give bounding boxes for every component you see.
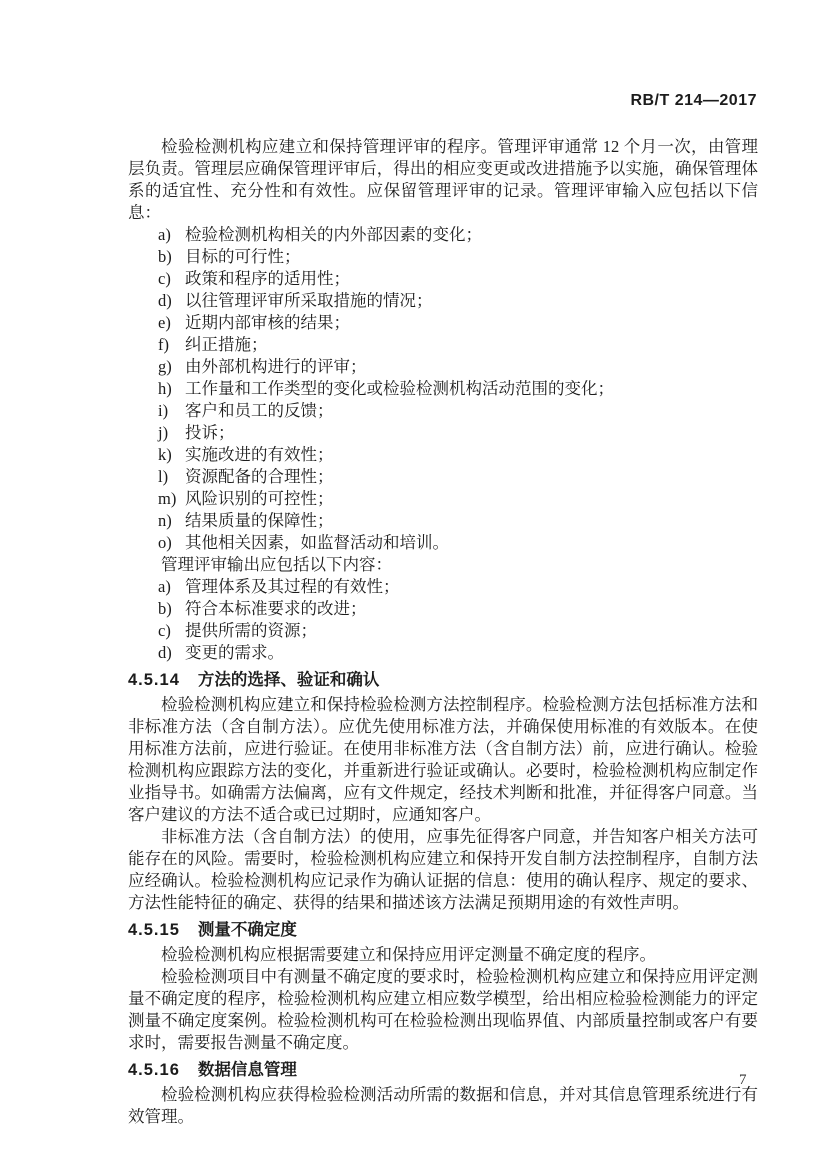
list-item xyxy=(128,290,758,312)
list-marker: o) xyxy=(158,533,172,552)
list-item-text: 近期内部审核的结果； xyxy=(185,313,350,332)
section-4-5-14 xyxy=(128,669,758,914)
list-item xyxy=(128,224,758,246)
list-item-text: 风险识别的可控性； xyxy=(185,489,334,508)
list-item-text: 符合本标准要求的改进； xyxy=(185,599,367,618)
list-item-text: 由外部机构进行的评审； xyxy=(185,357,367,376)
list-item-text: 其他相关因素，如监督活动和培训。 xyxy=(185,533,449,552)
list-marker: j) xyxy=(158,423,169,442)
list-item xyxy=(128,576,758,598)
list-marker: n) xyxy=(158,511,172,530)
list-item-text: 投诉； xyxy=(185,423,235,442)
section-number: 4.5.14 xyxy=(128,671,180,689)
list-item xyxy=(128,488,758,510)
management-review-input-list xyxy=(128,224,758,554)
list-item-text: 资源配备的合理性； xyxy=(185,467,334,486)
list-item-text: 提供所需的资源； xyxy=(185,621,317,640)
list-item xyxy=(128,312,758,334)
list-item xyxy=(128,642,758,664)
list-marker: a) xyxy=(158,577,171,596)
list-item xyxy=(128,334,758,356)
section-heading xyxy=(128,1059,758,1081)
page-number: 7 xyxy=(739,1072,747,1088)
list-item-text: 客户和员工的反馈； xyxy=(185,401,334,420)
section-paragraph: 检验检测项目中有测量不确定度的要求时，检验检测机构应建立和保持应用评定测量不确定度的程序，检验检测机构应建立相应数学模型，给出相应检验检测能力的评定测量不确定度案例。检验检测机构可在检验检测出现临界值、内部质量控制或客户有要求时，需要报告测量不确定度。 xyxy=(128,967,758,1052)
list-marker: b) xyxy=(158,247,172,266)
section-heading xyxy=(128,919,758,941)
section-title: 数据信息管理 xyxy=(197,1061,297,1079)
section-number: 4.5.15 xyxy=(128,921,180,939)
list-item xyxy=(128,268,758,290)
list-item-text: 纠正措施； xyxy=(185,335,268,354)
list-marker: a) xyxy=(158,225,171,244)
list-item xyxy=(128,466,758,488)
list-item xyxy=(128,246,758,268)
list-marker: g) xyxy=(158,357,172,376)
list-item xyxy=(128,620,758,642)
list-marker: d) xyxy=(158,643,172,662)
list-marker: b) xyxy=(158,599,172,618)
management-review-output-list xyxy=(128,576,758,664)
section-number: 4.5.16 xyxy=(128,1061,180,1079)
list-item-text: 实施改进的有效性； xyxy=(185,445,334,464)
list-marker: k) xyxy=(158,445,172,464)
list-item xyxy=(128,532,758,554)
section-title: 方法的选择、验证和确认 xyxy=(197,671,380,689)
header-doc-code: RB/T 214—2017 xyxy=(630,92,757,109)
management-review-output-intro: 管理评审输出应包括以下内容： xyxy=(161,555,392,574)
list-item xyxy=(128,422,758,444)
page-content xyxy=(128,136,758,1128)
section-title: 测量不确定度 xyxy=(197,921,297,939)
section-4-5-16 xyxy=(128,1059,758,1128)
list-marker: h) xyxy=(158,379,172,398)
list-marker: m) xyxy=(158,489,177,508)
list-item-text: 以往管理评审所采取措施的情况； xyxy=(185,291,433,310)
list-item-text: 目标的可行性； xyxy=(185,247,301,266)
list-marker: d) xyxy=(158,291,172,310)
management-review-intro-paragraph: 检验检测机构应建立和保持管理评审的程序。管理评审通常 12 个月一次，由管理层负责。管理层应确保管理评审后，得出的相应变更或改进措施予以实施，确保管理体系的适宜性、充分性和有效性。应保留管理评审的记录。管理评审输入应包括以下信息： xyxy=(128,137,758,222)
list-marker: c) xyxy=(158,269,171,288)
section-heading xyxy=(128,669,758,691)
list-marker: i) xyxy=(158,401,169,420)
list-item xyxy=(128,598,758,620)
section-paragraph: 检验检测机构应建立和保持检验检测方法控制程序。检验检测方法包括标准方法和非标准方法（含自制方法）。应优先使用标准方法，并确保使用标准的有效版本。在使用标准方法前，应进行验证。在使用非标准方法（含自制方法）前，应进行确认。检验检测机构应跟踪方法的变化，并重新进行验证或确认。必要时，检验检测机构应制定作业指导书。如确需方法偏离，应有文件规定，经技术判断和批准，并征得客户同意。当客户建议的方法不适合或已过期时，应通知客户。 xyxy=(128,695,758,824)
list-item-text: 工作量和工作类型的变化或检验检测机构活动范围的变化； xyxy=(185,379,614,398)
list-marker: c) xyxy=(158,621,171,640)
list-item-text: 管理体系及其过程的有效性； xyxy=(185,577,400,596)
list-marker: l) xyxy=(158,467,169,486)
list-item-text: 政策和程序的适用性； xyxy=(185,269,350,288)
list-item xyxy=(128,400,758,422)
section-paragraph: 非标准方法（含自制方法）的使用，应事先征得客户同意，并告知客户相关方法可能存在的风险。需要时，检验检测机构应建立和保持开发自制方法控制程序，自制方法应经确认。检验检测机构应记录作为确认证据的信息：使用的确认程序、规定的要求、方法性能特征的确定、获得的结果和描述该方法满足预期用途的有效性声明。 xyxy=(128,827,758,912)
list-item-text: 结果质量的保障性； xyxy=(185,511,334,530)
list-item-text: 检验检测机构相关的内外部因素的变化； xyxy=(185,225,482,244)
list-marker: e) xyxy=(158,313,171,332)
section-paragraph: 检验检测机构应根据需要建立和保持应用评定测量不确定度的程序。 xyxy=(161,945,656,964)
list-item xyxy=(128,378,758,400)
list-marker: f) xyxy=(158,335,169,354)
list-item xyxy=(128,510,758,532)
section-paragraph: 检验检测机构应获得检验检测活动所需的数据和信息，并对其信息管理系统进行有效管理。 xyxy=(128,1085,758,1126)
list-item-text: 变更的需求。 xyxy=(185,643,284,662)
list-item xyxy=(128,356,758,378)
list-item xyxy=(128,444,758,466)
section-4-5-15 xyxy=(128,919,758,1054)
